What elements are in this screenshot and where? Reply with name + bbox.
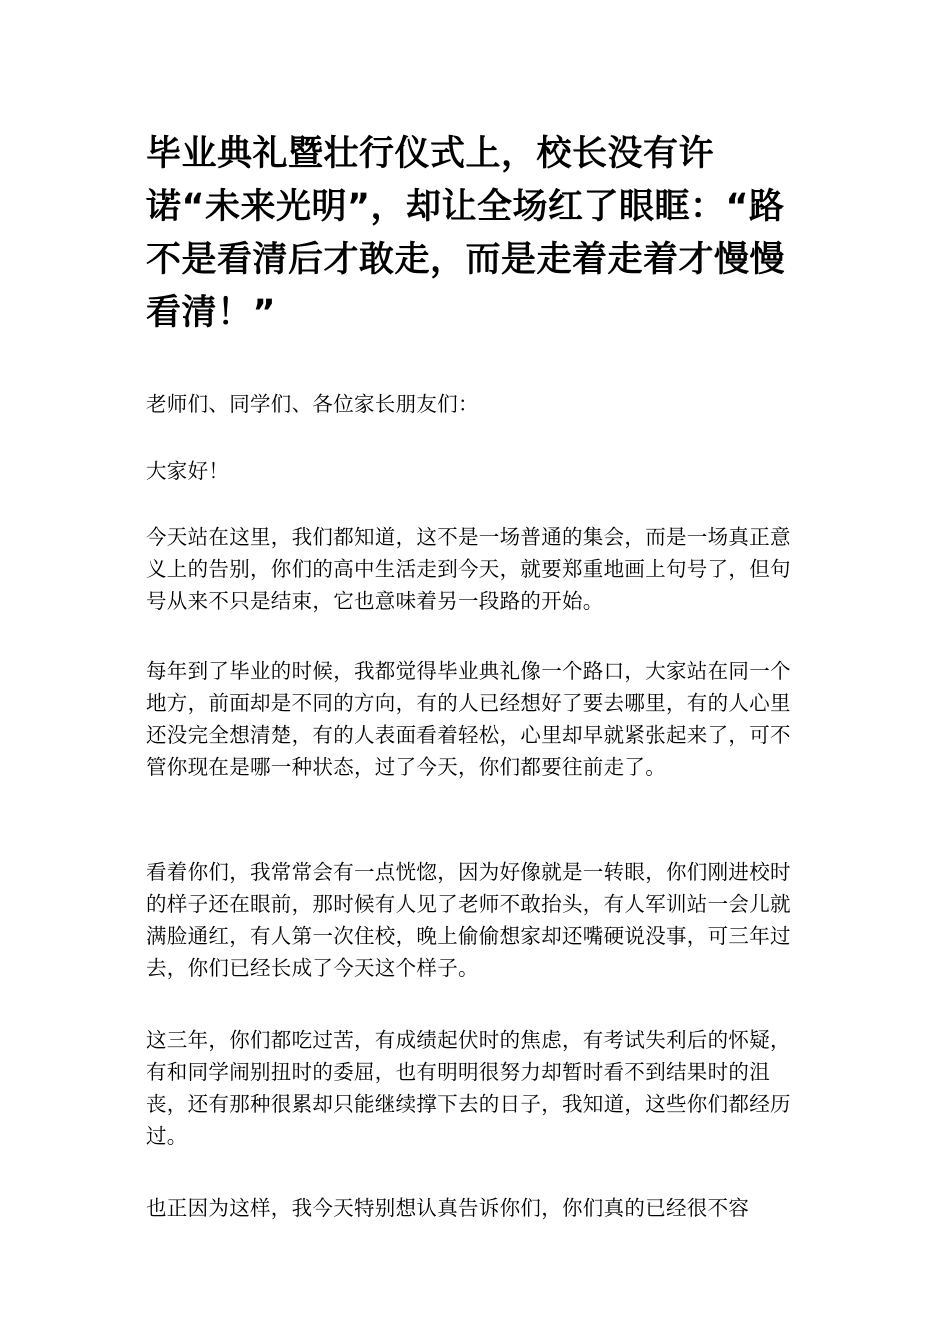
body-paragraph-2: 每年到了毕业的时候，我都觉得毕业典礼像一个路口，大家站在同一个地方，前面却是不同的方向，有的人已经想好了要去哪里，有的人心里还没完全想清楚，有的人表面看着轻松，心里却早就紧张起来了，可不管你现在是哪一种状态，过了今天，你们都要往前走了。	[146, 659, 791, 779]
document-title: 毕业典礼暨壮行仪式上，校长没有许诺“未来光明”，却让全场红了眼眶：“路不是看清后才敢走，而是走着走着才慢慢看清！”	[146, 134, 786, 333]
body-paragraph-3: 看着你们，我常常会有一点恍惚，因为好像就是一转眼，你们刚进校时的样子还在眼前，那时候有人见了老师不敢抬头，有人军训站一会儿就满脸通红，有人第一次住校，晚上偷偷想家却还嘴硬说没事，可三年过去，你们已经长成了今天这个样子。	[146, 860, 791, 980]
salutation-line: 老师们、同学们、各位家长朋友们：	[146, 392, 479, 416]
body-paragraph-1: 今天站在这里，我们都知道，这不是一场普通的集会，而是一场真正意义上的告别，你们的高中生活走到今天，就要郑重地画上句号了，但句号从来不只是结束，它也意味着另一段路的开始。	[146, 525, 791, 613]
body-paragraph-5: 也正因为这样，我今天特别想认真告诉你们，你们真的已经很不容	[146, 1196, 750, 1220]
hello-line: 大家好！	[146, 459, 230, 483]
body-paragraph-4: 这三年，你们都吃过苦，有成绩起伏时的焦虑，有考试失利后的怀疑，有和同学闹别扭时的委屈，也有明明很努力却暂时看不到结果时的沮丧，还有那种很累却只能继续撑下去的日子，我知道，这些你们都经历过。	[146, 1028, 791, 1148]
